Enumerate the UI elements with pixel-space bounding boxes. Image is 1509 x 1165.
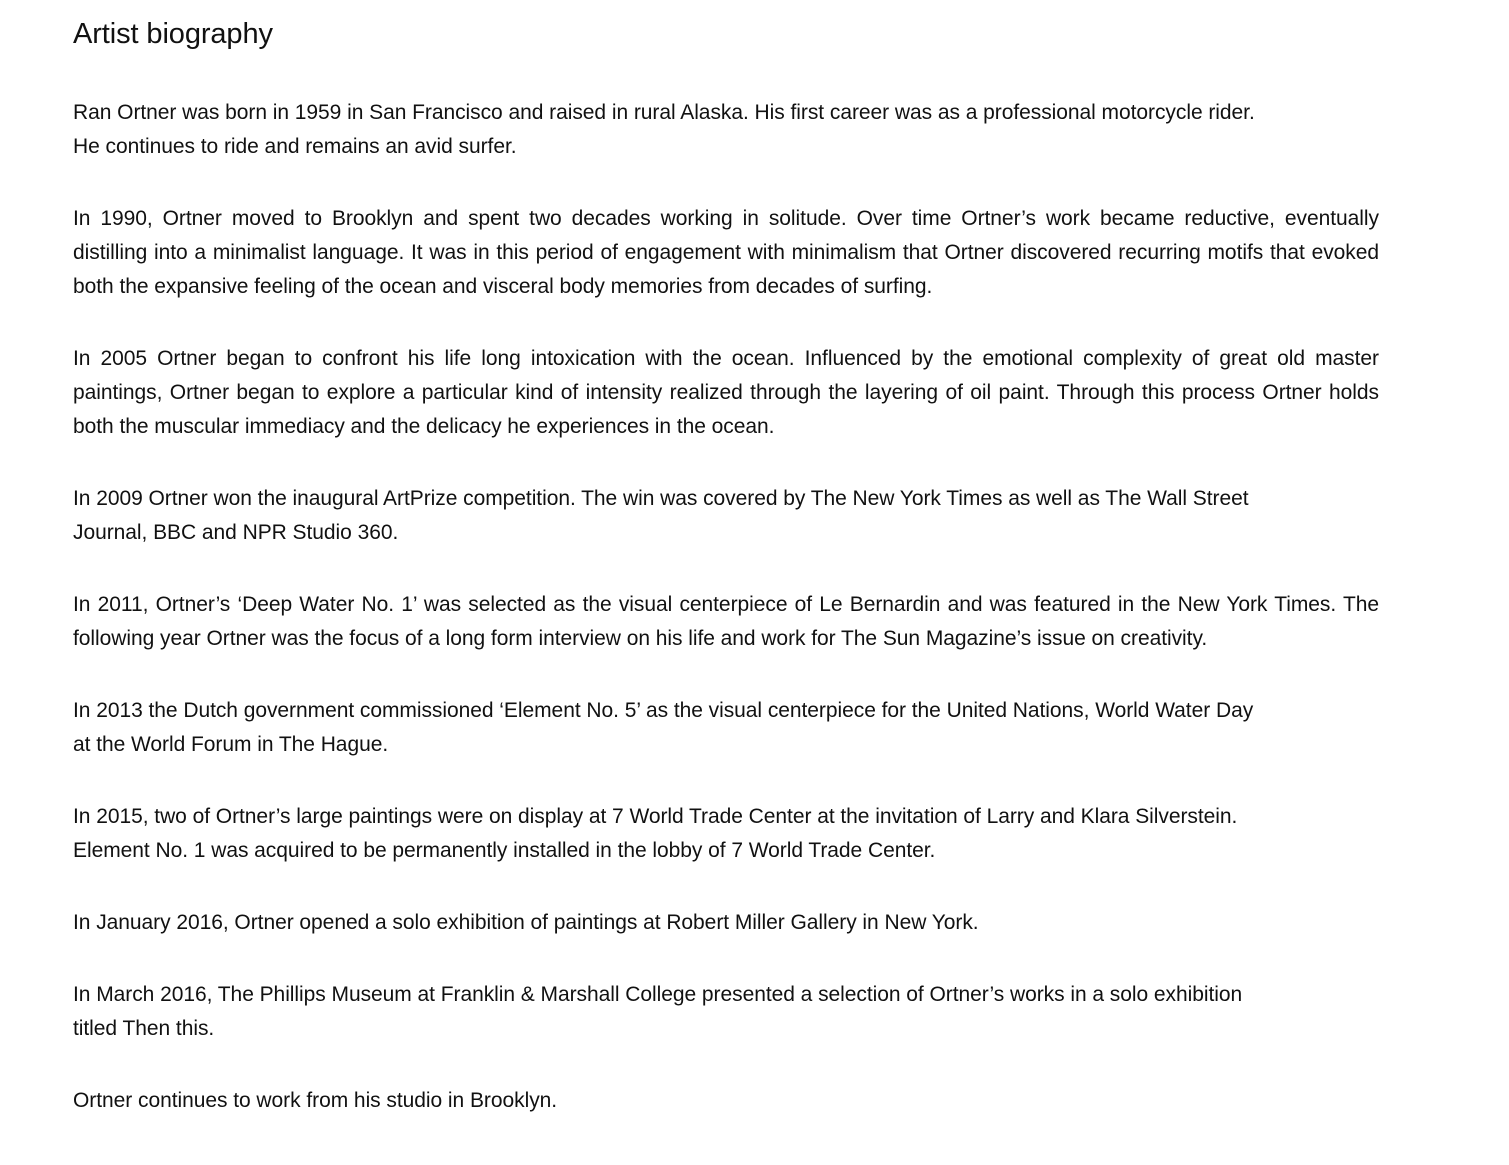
page-title: Artist biography bbox=[73, 18, 273, 50]
paragraph-2013: In 2013 the Dutch government commissioned ‘Element No. 5’ as the visual centerpiece for the United Nations, World Water Day at the World Forum in The Hague. bbox=[73, 699, 1254, 756]
paragraph-1990: In 1990, Ortner moved to Brooklyn and spent two decades working in solitude. Over time Ortner’s work became reductive, eventually distilling into a minimalist language. It was in this period of engagement with minimalism that Ortner discovered recurring motifs that evoked both the expansive feeling of the ocean and visceral body memories from decades of surfing. bbox=[73, 207, 1379, 298]
paragraph-studio: Ortner continues to work from his studio in Brooklyn. bbox=[73, 1089, 558, 1112]
paragraph-early-life: Ran Ortner was born in 1959 in San Francisco and raised in rural Alaska. His first career was as a professional motorcycle rider. He continues to ride and remains an avid surfer. bbox=[73, 101, 1255, 158]
paragraph-2005: In 2005 Ortner began to confront his life long intoxication with the ocean. Influenced by the emotional complexity of great old master paintings, Ortner began to explore a particular kind of intensity realized through the layering of oil paint. Through this process Ortner holds both the muscular immediacy and the delicacy he experiences in the ocean. bbox=[73, 347, 1379, 438]
paragraph-2009: In 2009 Ortner won the inaugural ArtPrize competition. The win was covered by The New York Times as well as The Wall Street Journal, BBC and NPR Studio 360. bbox=[73, 487, 1249, 544]
biography-body bbox=[73, 96, 1379, 1118]
paragraph-2015: In 2015, two of Ortner’s large paintings were on display at 7 World Trade Center at the invitation of Larry and Klara Silverstein. Element No. 1 was acquired to be permanently installed in the lobby of 7 World Trade Center. bbox=[73, 805, 1238, 862]
paragraph-january-2016: In January 2016, Ortner opened a solo exhibition of paintings at Robert Miller Gallery in New York. bbox=[73, 911, 979, 934]
paragraph-march-2016: In March 2016, The Phillips Museum at Franklin & Marshall College presented a selection of Ortner’s works in a solo exhibition titled Then this. bbox=[73, 983, 1243, 1040]
paragraph-2011: In 2011, Ortner’s ‘Deep Water No. 1’ was selected as the visual centerpiece of Le Bernardin and was featured in the New York Times. The following year Ortner was the focus of a long form interview on his life and work for The Sun Magazine’s issue on creativity. bbox=[73, 593, 1379, 650]
